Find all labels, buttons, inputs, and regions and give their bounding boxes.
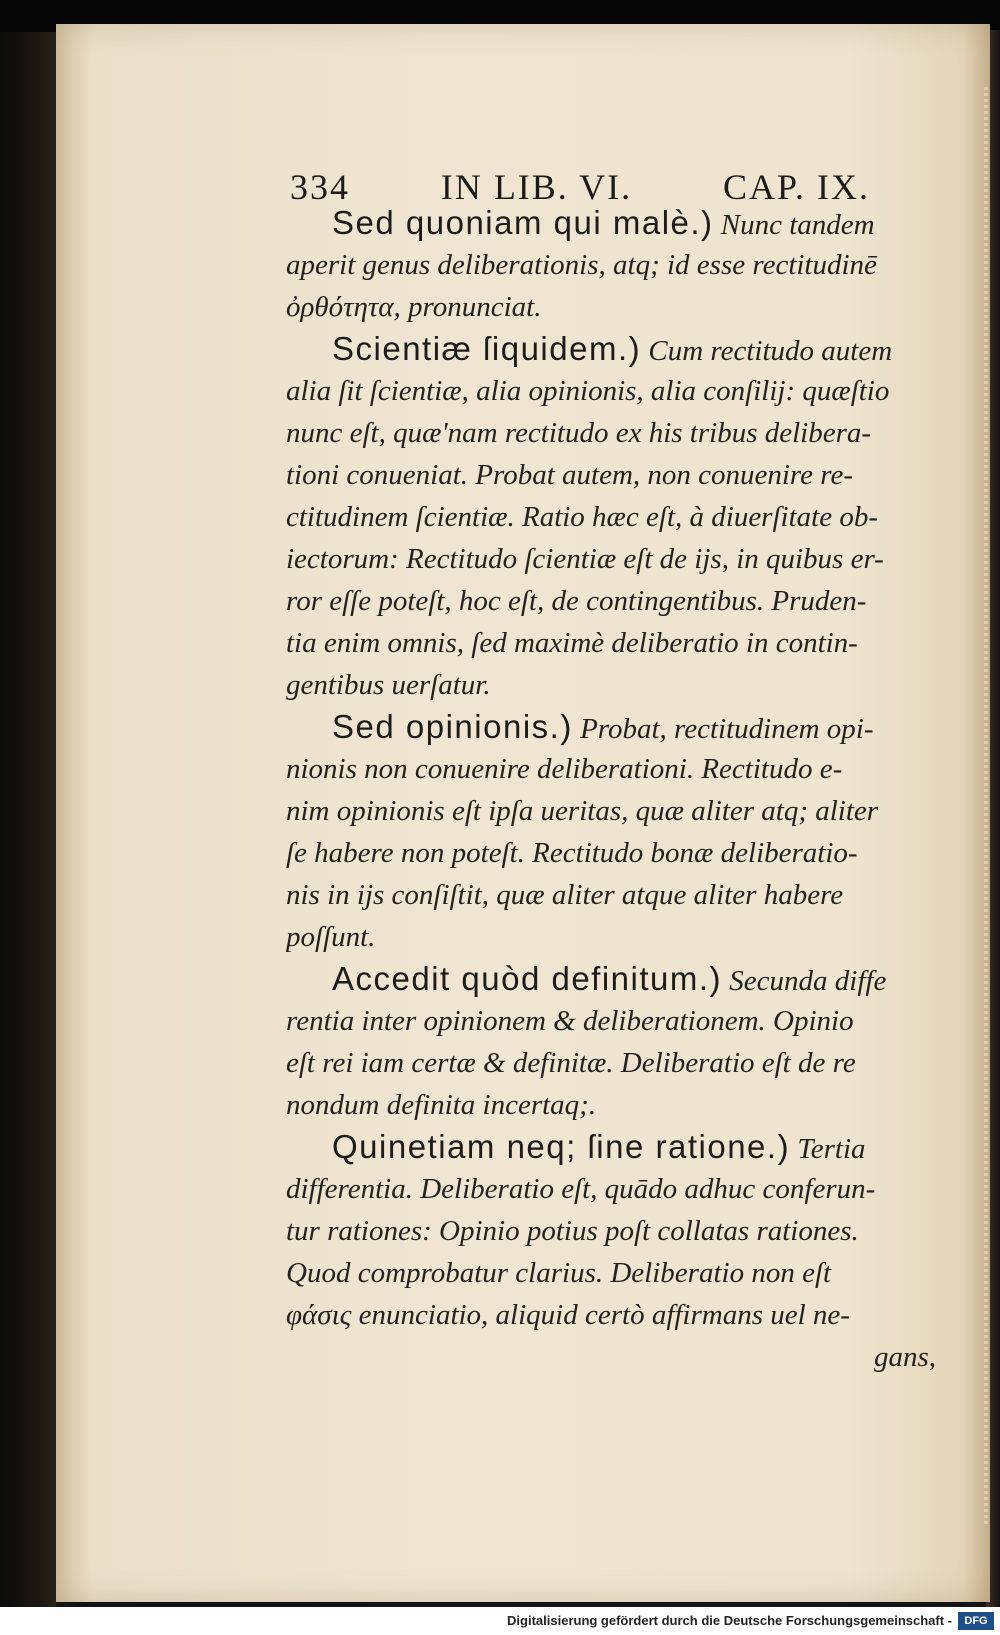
line-text: aperit genus deliberationis, atq; id esse rectitudinē [286,249,877,281]
text-line [286,916,956,958]
text-line [286,664,956,706]
text-line [286,790,956,832]
line-text: poſſunt. [286,921,376,953]
line-text: Quod comprobatur clarius. Deliberatio non eſt [286,1257,832,1289]
text-line [286,496,956,538]
line-text: ὀρθότητα, pronunciat. [286,291,542,323]
text-line [286,1042,956,1084]
line-text: ctitudinem ſcientiæ. Ratio hæc eſt, à diuerſitate ob- [286,501,878,533]
text-line [286,454,956,496]
text-line [286,370,956,412]
funding-credit: Digitalisierung gefördert durch die Deutsche Forschungsgemeinschaft - [507,1613,952,1628]
lemma: Quinetiam neq; ſine ratione.) [332,1128,791,1165]
line-text: ror eſſe poteſt, hoc eſt, de contingentibus. Pruden- [286,585,867,617]
text-line [286,286,956,328]
text-line [286,706,956,748]
text-line [286,202,956,244]
text-line [286,538,956,580]
line-text: nunc eſt, quæ'nam rectitudo ex his tribus delibera- [286,417,872,449]
line-text: tur rationes: Opinio potius poſt collatas rationes. [286,1215,859,1247]
line-text: nondum definita incertaq;. [286,1089,597,1121]
line-text: tioni conueniat. Probat autem, non conuenire re- [286,459,854,491]
text-line [286,328,956,370]
line-text: iectorum: Rectitudo ſcientiæ eſt de ijs, in quibus er- [286,543,884,575]
line-text: eſt rei iam certæ & definitæ. Deliberatio eſt de re [286,1047,856,1079]
text-line [286,1168,956,1210]
text-line [286,1000,956,1042]
dfg-logo: DFG [958,1612,994,1630]
page-number: 334 [290,167,350,207]
text-line [286,748,956,790]
line-text: Cum rectitudo autem [641,335,893,367]
lemma: Scientiæ ſiquidem.) [332,330,642,367]
line-text: Secunda diffe [722,965,887,997]
text-line [286,874,956,916]
line-text: ſe habere non poteſt. Rectitudo bonæ deliberatio- [286,837,858,869]
line-text: differentia. Deliberatio eſt, quādo adhuc conferun- [286,1173,876,1205]
line-text: gentibus uerſatur. [286,669,491,701]
line-text: rentia inter opinionem & deliberationem. Opinio [286,1005,854,1037]
page-edge-texture [984,84,988,1524]
line-text: nim opinionis eſt ipſa ueritas, quæ aliter atq; aliter [286,795,879,827]
line-text: alia ſit ſcientiæ, alia opinionis, alia conſilij: quæſtio [286,375,890,407]
text-line [286,244,956,286]
text-line [286,1210,956,1252]
digitization-footer [0,1607,1000,1635]
line-text: tia enim omnis, ſed maximè deliberatio in contin- [286,627,858,659]
book-binding-edge [0,32,56,1607]
body-text [286,202,956,1378]
text-line [286,622,956,664]
line-text: Tertia [790,1133,866,1165]
text-line [286,832,956,874]
running-title: IN LIB. VI. [440,167,633,207]
lemma: Sed opinionis.) [332,708,573,745]
text-line [286,1294,956,1336]
text-line [286,1126,956,1168]
text-line [286,580,956,622]
text-line [286,1252,956,1294]
lemma: Accedit quòd definitum.) [332,960,723,997]
lemma: Sed quoniam qui malè.) [332,204,714,241]
line-text: nis in ijs conſiſtit, quæ aliter atque aliter habere [286,879,844,911]
line-text: φάσις enunciatio, aliquid certò affirmans uel ne- [286,1299,850,1331]
catchword: gans, [873,1341,936,1373]
line-text: Nunc tandem [713,209,875,241]
text-line [286,1084,956,1126]
chapter-label: CAP. IX. [722,167,870,207]
line-text: nionis non conuenire deliberationi. Rectitudo e- [286,753,843,785]
text-line [286,412,956,454]
line-text: Probat, rectitudinem opi- [572,713,874,745]
text-line [286,958,956,1000]
